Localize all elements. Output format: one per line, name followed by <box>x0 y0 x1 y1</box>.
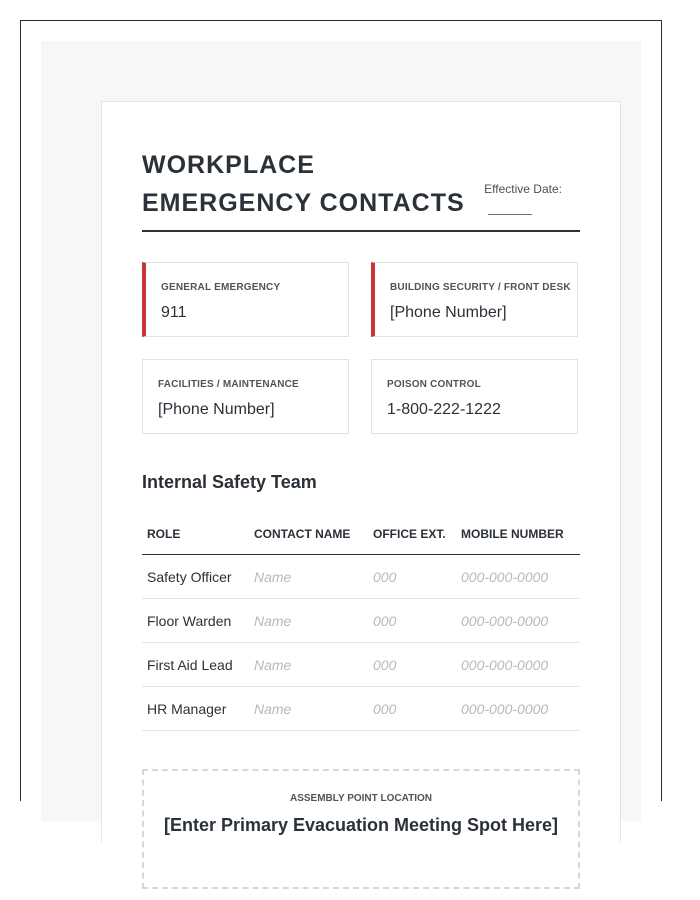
document-sheet <box>101 101 621 842</box>
table-row <box>142 599 580 643</box>
table-row <box>142 687 580 731</box>
safety-team-table <box>142 514 580 731</box>
mobile-number-cell[interactable]: 000-000-0000 <box>456 687 580 731</box>
mobile-number-cell[interactable]: 000-000-0000 <box>456 643 580 687</box>
page-backdrop <box>41 41 641 835</box>
office-ext-cell[interactable]: 000 <box>368 643 456 687</box>
document-header <box>142 142 580 232</box>
card-building-security <box>371 262 578 337</box>
card-value: [Phone Number] <box>390 304 507 321</box>
assembly-point-value[interactable]: [Enter Primary Evacuation Meeting Spot Here] <box>163 815 559 835</box>
card-value: 1-800-222-1222 <box>387 401 501 418</box>
effective-date-label: Effective Date: <box>484 182 562 196</box>
card-label: BUILDING SECURITY / FRONT DESK <box>390 282 571 293</box>
role-cell: HR Manager <box>142 687 249 731</box>
table-row <box>142 555 580 599</box>
card-facilities <box>142 359 349 434</box>
card-value: 911 <box>161 304 187 321</box>
assembly-point-label: ASSEMBLY POINT LOCATION <box>289 793 433 804</box>
mobile-number-cell[interactable]: 000-000-0000 <box>456 599 580 643</box>
card-label: FACILITIES / MAINTENANCE <box>158 379 299 390</box>
contact-name-cell[interactable]: Name <box>249 599 368 643</box>
card-value: [Phone Number] <box>158 401 275 418</box>
card-poison-control <box>371 359 578 434</box>
role-cell: Safety Officer <box>142 555 249 599</box>
office-ext-cell[interactable]: 000 <box>368 599 456 643</box>
effective-date-field[interactable] <box>488 214 532 215</box>
office-ext-cell[interactable]: 000 <box>368 555 456 599</box>
card-general-emergency <box>142 262 349 337</box>
role-cell: First Aid Lead <box>142 643 249 687</box>
column-header-role: ROLE <box>142 514 249 555</box>
role-cell: Floor Warden <box>142 599 249 643</box>
safety-team-title: Internal Safety Team <box>142 472 317 492</box>
table-row <box>142 643 580 687</box>
contact-name-cell[interactable]: Name <box>249 687 368 731</box>
column-header-contact-name: CONTACT NAME <box>249 514 368 555</box>
assembly-point-box <box>142 769 580 889</box>
card-label: GENERAL EMERGENCY <box>161 282 281 293</box>
office-ext-cell[interactable]: 000 <box>368 687 456 731</box>
page-frame <box>20 20 662 835</box>
document-content <box>142 142 580 835</box>
column-header-office-ext: OFFICE EXT. <box>368 514 456 555</box>
card-label: POISON CONTROL <box>387 379 481 390</box>
contact-name-cell[interactable]: Name <box>249 555 368 599</box>
table-header-row <box>142 514 580 555</box>
contact-name-cell[interactable]: Name <box>249 643 368 687</box>
column-header-mobile-number: MOBILE NUMBER <box>456 514 580 555</box>
document-title: WORKPLACE EMERGENCY CONTACTS <box>142 151 465 217</box>
mobile-number-cell[interactable]: 000-000-0000 <box>456 555 580 599</box>
